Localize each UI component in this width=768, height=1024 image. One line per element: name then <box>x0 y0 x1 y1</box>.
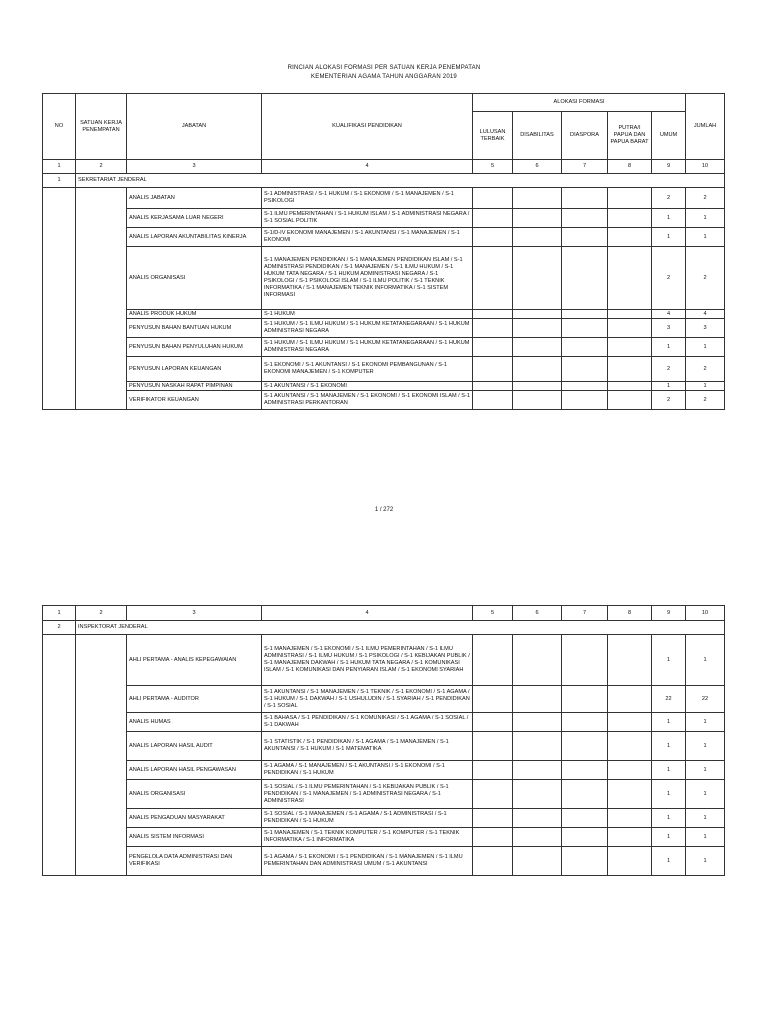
table-row <box>43 209 725 228</box>
cell-kualifikasi: S-1 AKUNTANSI / S-1 MANAJEMEN / S-1 EKONOMI / S-1 EKONOMI ISLAM / S-1 ADMINISTRASI PERKANTORAN <box>262 391 473 410</box>
cell-putra-papua <box>608 809 652 828</box>
cell-lulusan-terbaik <box>473 228 513 247</box>
cell-jumlah: 2 <box>686 391 725 410</box>
col-number: 1 <box>43 606 76 621</box>
cell-lulusan-terbaik <box>473 732 513 761</box>
cell-diaspora <box>562 732 608 761</box>
cell-umum: 1 <box>652 780 686 809</box>
cell-jumlah: 1 <box>686 228 725 247</box>
cell-kualifikasi: S-1 ILMU PEMERINTAHAN / S-1 HUKUM ISLAM / S-1 ADMINISTRASI NEGARA / S-1 SOSIAL POLITIK <box>262 209 473 228</box>
cell-jumlah: 1 <box>686 761 725 780</box>
table-row <box>43 247 725 310</box>
section-name: SEKRETARIAT JENDERAL <box>76 174 725 188</box>
cell-diaspora <box>562 247 608 310</box>
cell-kualifikasi: S-1 STATISTIK / S-1 PENDIDIKAN / S-1 AGAMA / S-1 MANAJEMEN / S-1 AKUNTANSI / S-1 HUKUM / S-1 MATEMATIKA <box>262 732 473 761</box>
cell-jabatan: ANALIS KERJASAMA LUAR NEGERI <box>127 209 262 228</box>
header-jabatan: JABATAN <box>127 94 262 160</box>
cell-disabilitas <box>513 828 562 847</box>
cell-disabilitas <box>513 391 562 410</box>
cell-disabilitas <box>513 209 562 228</box>
table-row <box>43 635 725 686</box>
table-row <box>43 338 725 357</box>
cell-lulusan-terbaik <box>473 247 513 310</box>
cell-kualifikasi: S-1 AGAMA / S-1 EKONOMI / S-1 PENDIDIKAN / S-1 MANAJEMEN / S-1 ILMU PEMERINTAHAN DAN ADMINISTRASI UMUM / S-1 AKUNTANSI <box>262 847 473 876</box>
cell-lulusan-terbaik <box>473 780 513 809</box>
header-disabilitas: DISABILITAS <box>513 112 562 160</box>
cell-jumlah: 1 <box>686 209 725 228</box>
cell-putra-papua <box>608 847 652 876</box>
cell-diaspora <box>562 310 608 319</box>
header-kualifikasi: KUALIFIKASI PENDIDIKAN <box>262 94 473 160</box>
cell-jumlah: 1 <box>686 780 725 809</box>
cell-putra-papua <box>608 761 652 780</box>
header-umum: UMUM <box>652 112 686 160</box>
cell-jumlah: 2 <box>686 188 725 209</box>
cell-umum: 4 <box>652 310 686 319</box>
cell-jumlah: 1 <box>686 713 725 732</box>
col-number: 5 <box>473 606 513 621</box>
cell-kualifikasi: S-1 SOSIAL / S-1 ILMU PEMERINTAHAN / S-1 KEBIJAKAN PUBLIK / S-1 PENDIDIKAN / S-1 MANAJEMEN / S-1 ADMINISTRASI NEGARA / S-1 ADMINISTRASI <box>262 780 473 809</box>
cell-diaspora <box>562 228 608 247</box>
cell-diaspora <box>562 780 608 809</box>
cell-disabilitas <box>513 780 562 809</box>
cell-umum: 1 <box>652 809 686 828</box>
cell-jumlah: 1 <box>686 338 725 357</box>
cell-diaspora <box>562 391 608 410</box>
cell-diaspora <box>562 382 608 391</box>
cell-lulusan-terbaik <box>473 382 513 391</box>
cell-kualifikasi: S-1 EKONOMI / S-1 AKUNTANSI / S-1 EKONOMI PEMBANGUNAN / S-1 EKONOMI MANAJEMEN / S-1 KOMPUTER <box>262 357 473 382</box>
cell-jabatan: PENYUSUN LAPORAN KEUANGAN <box>127 357 262 382</box>
table-row <box>43 732 725 761</box>
cell-jumlah: 1 <box>686 382 725 391</box>
table-row <box>43 391 725 410</box>
cell-umum: 1 <box>652 732 686 761</box>
cell-umum: 2 <box>652 391 686 410</box>
cell-diaspora <box>562 686 608 713</box>
table-row <box>43 780 725 809</box>
cell-lulusan-terbaik <box>473 357 513 382</box>
cell-putra-papua <box>608 310 652 319</box>
section-row <box>43 174 725 188</box>
title-line-2: KEMENTERIAN AGAMA TAHUN ANGGARAN 2019 <box>311 74 457 80</box>
cell-diaspora <box>562 847 608 876</box>
col-number: 9 <box>652 160 686 174</box>
cell-jabatan: ANALIS LAPORAN AKUNTABILITAS KINERJA <box>127 228 262 247</box>
cell-putra-papua <box>608 247 652 310</box>
cell-kualifikasi: S-1 AKUNTANSI / S-1 MANAJEMEN / S-1 TEKNIK / S-1 EKONOMI / S-1 AGAMA / S-1 HUKUM / S-1 DAKWAH / S-1 USHULUDIN / S-1 SYARIAH / S-1 PENDIDIKAN / S-1 SOSIAL <box>262 686 473 713</box>
cell-disabilitas <box>513 713 562 732</box>
cell-diaspora <box>562 635 608 686</box>
table-row <box>43 809 725 828</box>
table-row <box>43 188 725 209</box>
cell-kualifikasi: S-1 BAHASA / S-1 PENDIDIKAN / S-1 KOMUNIKASI / S-1 AGAMA / S-1 SOSIAL / S-1 DAKWAH <box>262 713 473 732</box>
cell-umum: 1 <box>652 847 686 876</box>
section-name: INSPEKTORAT JENDERAL <box>76 621 725 635</box>
cell-jumlah: 1 <box>686 635 725 686</box>
cell-jumlah: 4 <box>686 310 725 319</box>
cell-disabilitas <box>513 338 562 357</box>
formasi-table-2 <box>42 605 725 876</box>
cell-putra-papua <box>608 228 652 247</box>
cell-satuan-kerja <box>76 188 127 410</box>
table-row <box>43 310 725 319</box>
cell-jabatan: PENGELOLA DATA ADMINISTRASI DAN VERIFIKASI <box>127 847 262 876</box>
cell-putra-papua <box>608 338 652 357</box>
cell-lulusan-terbaik <box>473 338 513 357</box>
cell-jabatan: ANALIS PENGADUAN MASYARAKAT <box>127 809 262 828</box>
cell-disabilitas <box>513 247 562 310</box>
cell-jabatan: PENYUSUN BAHAN PENYULUHAN HUKUM <box>127 338 262 357</box>
col-number: 3 <box>127 606 262 621</box>
cell-putra-papua <box>608 732 652 761</box>
cell-umum: 1 <box>652 382 686 391</box>
cell-putra-papua <box>608 828 652 847</box>
section-1-rows <box>43 188 725 410</box>
cell-umum: 2 <box>652 247 686 310</box>
cell-putra-papua <box>608 635 652 686</box>
col-number: 7 <box>562 160 608 174</box>
cell-lulusan-terbaik <box>473 391 513 410</box>
cell-disabilitas <box>513 228 562 247</box>
col-number: 6 <box>513 160 562 174</box>
cell-kualifikasi: S-1 MANAJEMEN / S-1 EKONOMI / S-1 ILMU PEMERINTAHAN / S-1 ILMU ADMINISTRASI / S-1 ILMU HUKUM / S-1 PSIKOLOGI / S-1 KEBIJAKAN PUBLIK / S-1 MANAJEMEN DAKWAH / S-1 HUKUM TATA NEGARA / S-1 KOMUNIKASI ISLAM / S-1 KOMUNIKASI DAN PENYIARAN ISLAM / S-1 EKONOMI SYARIAH <box>262 635 473 686</box>
col-number: 3 <box>127 160 262 174</box>
formasi-table-1 <box>42 93 725 410</box>
title-line-1: RINCIAN ALOKASI FORMASI PER SATUAN KERJA PENEMPATAN <box>287 65 481 71</box>
cell-disabilitas <box>513 847 562 876</box>
cell-lulusan-terbaik <box>473 686 513 713</box>
cell-jabatan: AHLI PERTAMA - ANALIS KEPEGAWAIAN <box>127 635 262 686</box>
cell-disabilitas <box>513 809 562 828</box>
cell-jumlah: 1 <box>686 809 725 828</box>
col-number: 7 <box>562 606 608 621</box>
cell-jabatan: ANALIS ORGANISASI <box>127 247 262 310</box>
table-row <box>43 382 725 391</box>
header-no: NO <box>43 94 76 160</box>
cell-umum: 1 <box>652 209 686 228</box>
cell-kualifikasi: S-1 MANAJEMEN PENDIDIKAN / S-1 MANAJEMEN PENDIDIKAN ISLAM / S-1 ADMINISTRASI PENDIDIKAN / S-1 MANAJEMEN / S-1 ILMU HUKUM / S-1 HUKUM TATA NEGARA / S-1 HUKUM ADMINISTRASI NEGARA / S-1 PSIKOLOGI / S-1 PSIKOLOGI ISLAM / S-1 ILMU POLITIK / S-1 TEKNIK INFORMATIKA / S-1 MANAJEMEN TEKNIK INFORMATIKA / S-1 SISTEM INFORMASI <box>262 247 473 310</box>
cell-putra-papua <box>608 357 652 382</box>
cell-umum: 2 <box>652 357 686 382</box>
cell-disabilitas <box>513 310 562 319</box>
cell-kualifikasi: S-1 AGAMA / S-1 MANAJEMEN / S-1 AKUNTANSI / S-1 EKONOMI / S-1 PENDIDIKAN / S-1 HUKUM <box>262 761 473 780</box>
table-row <box>43 686 725 713</box>
cell-diaspora <box>562 338 608 357</box>
cell-diaspora <box>562 188 608 209</box>
col-number: 2 <box>76 160 127 174</box>
cell-kualifikasi: S-1 ADMINISTRASI / S-1 HUKUM / S-1 EKONOMI / S-1 MANAJEMEN / S-1 PSIKOLOGI <box>262 188 473 209</box>
cell-umum: 1 <box>652 228 686 247</box>
cell-lulusan-terbaik <box>473 828 513 847</box>
col-number: 1 <box>43 160 76 174</box>
cell-kualifikasi: S-1 AKUNTANSI / S-1 EKONOMI <box>262 382 473 391</box>
cell-putra-papua <box>608 713 652 732</box>
cell-lulusan-terbaik <box>473 809 513 828</box>
cell-no <box>43 188 76 410</box>
col-number: 8 <box>608 160 652 174</box>
cell-jabatan: AHLI PERTAMA - AUDITOR <box>127 686 262 713</box>
cell-jabatan: ANALIS JABATAN <box>127 188 262 209</box>
col-number: 2 <box>76 606 127 621</box>
cell-disabilitas <box>513 761 562 780</box>
cell-jumlah: 3 <box>686 319 725 338</box>
cell-diaspora <box>562 713 608 732</box>
table-row <box>43 847 725 876</box>
cell-lulusan-terbaik <box>473 761 513 780</box>
col-number: 9 <box>652 606 686 621</box>
cell-jabatan: VERIFIKATOR KEUANGAN <box>127 391 262 410</box>
cell-putra-papua <box>608 319 652 338</box>
cell-diaspora <box>562 319 608 338</box>
cell-diaspora <box>562 828 608 847</box>
col-number: 10 <box>686 160 725 174</box>
cell-disabilitas <box>513 357 562 382</box>
col-number: 5 <box>473 160 513 174</box>
col-number: 8 <box>608 606 652 621</box>
cell-umum: 1 <box>652 828 686 847</box>
col-number: 4 <box>262 606 473 621</box>
column-number-row <box>43 160 725 174</box>
column-number-row <box>43 606 725 621</box>
cell-kualifikasi: S-1 HUKUM / S-1 ILMU HUKUM / S-1 HUKUM KETATANEGARAAN / S-1 HUKUM ADMINISTRASI NEGARA <box>262 319 473 338</box>
cell-umum: 1 <box>652 635 686 686</box>
cell-disabilitas <box>513 188 562 209</box>
cell-lulusan-terbaik <box>473 713 513 732</box>
cell-disabilitas <box>513 382 562 391</box>
cell-diaspora <box>562 357 608 382</box>
cell-kualifikasi: S-1 SOSIAL / S-1 MANAJEMEN / S-1 AGAMA / S-1 ADMINISTRASI / S-1 PENDIDIKAN / S-1 HUKUM <box>262 809 473 828</box>
cell-umum: 22 <box>652 686 686 713</box>
table-row <box>43 828 725 847</box>
cell-disabilitas <box>513 319 562 338</box>
cell-jumlah: 22 <box>686 686 725 713</box>
cell-jabatan: ANALIS SISTEM INFORMASI <box>127 828 262 847</box>
table-row <box>43 357 725 382</box>
cell-diaspora <box>562 809 608 828</box>
section-row <box>43 621 725 635</box>
cell-jabatan: ANALIS LAPORAN HASIL AUDIT <box>127 732 262 761</box>
cell-lulusan-terbaik <box>473 319 513 338</box>
cell-no <box>43 635 76 876</box>
cell-diaspora <box>562 209 608 228</box>
header-alokasi-formasi: ALOKASI FORMASI <box>473 94 686 112</box>
cell-kualifikasi: S-1 MANAJEMEN / S-1 TEKNIK KOMPUTER / S-1 KOMPUTER / S-1 TEKNIK INFORMATIKA / S-1 INFORMATIKA <box>262 828 473 847</box>
cell-disabilitas <box>513 686 562 713</box>
table-row <box>43 713 725 732</box>
cell-diaspora <box>562 761 608 780</box>
header-satuan-kerja: SATUAN KERJA PENEMPATAN <box>76 94 127 160</box>
cell-lulusan-terbaik <box>473 310 513 319</box>
header-diaspora: DIASPORA <box>562 112 608 160</box>
cell-jumlah: 1 <box>686 828 725 847</box>
cell-kualifikasi: S-1 HUKUM / S-1 ILMU HUKUM / S-1 HUKUM KETATANEGARAAN / S-1 HUKUM ADMINISTRASI NEGARA <box>262 338 473 357</box>
cell-putra-papua <box>608 382 652 391</box>
cell-kualifikasi: S-1/D-IV EKONOMI MANAJEMEN / S-1 AKUNTANSI / S-1 MANAJEMEN / S-1 EKONOMI <box>262 228 473 247</box>
cell-umum: 1 <box>652 338 686 357</box>
page-number: 1 / 272 <box>374 507 394 513</box>
cell-lulusan-terbaik <box>473 635 513 686</box>
cell-jabatan: ANALIS PRODUK HUKUM <box>127 310 262 319</box>
cell-satuan-kerja <box>76 635 127 876</box>
cell-umum: 3 <box>652 319 686 338</box>
cell-jabatan: ANALIS LAPORAN HASIL PENGAWASAN <box>127 761 262 780</box>
table-row <box>43 319 725 338</box>
col-number: 6 <box>513 606 562 621</box>
cell-lulusan-terbaik <box>473 847 513 876</box>
cell-jabatan: ANALIS ORGANISASI <box>127 780 262 809</box>
cell-jabatan: PENYUSUN NASKAH RAPAT PIMPINAN <box>127 382 262 391</box>
cell-putra-papua <box>608 391 652 410</box>
cell-disabilitas <box>513 732 562 761</box>
cell-umum: 2 <box>652 188 686 209</box>
header-lulusan-terbaik: LULUSAN TERBAIK <box>473 112 513 160</box>
table-row <box>43 228 725 247</box>
cell-jumlah: 1 <box>686 732 725 761</box>
cell-disabilitas <box>513 635 562 686</box>
header-jumlah: JUMLAH <box>686 94 725 160</box>
cell-jabatan: PENYUSUN BAHAN BANTUAN HUKUM <box>127 319 262 338</box>
cell-putra-papua <box>608 188 652 209</box>
cell-lulusan-terbaik <box>473 188 513 209</box>
cell-umum: 1 <box>652 761 686 780</box>
col-number: 10 <box>686 606 725 621</box>
document-title <box>0 64 768 82</box>
cell-putra-papua <box>608 686 652 713</box>
cell-putra-papua <box>608 780 652 809</box>
header-putra-papua: PUTRA/I PAPUA DAN PAPUA BARAT <box>608 112 652 160</box>
cell-jumlah: 2 <box>686 357 725 382</box>
section-number: 2 <box>43 621 76 635</box>
cell-putra-papua <box>608 209 652 228</box>
section-number: 1 <box>43 174 76 188</box>
cell-jabatan: ANALIS HUMAS <box>127 713 262 732</box>
section-2-rows <box>43 635 725 876</box>
col-number: 4 <box>262 160 473 174</box>
cell-jumlah: 2 <box>686 247 725 310</box>
table-row <box>43 761 725 780</box>
cell-umum: 1 <box>652 713 686 732</box>
cell-jumlah: 1 <box>686 847 725 876</box>
cell-lulusan-terbaik <box>473 209 513 228</box>
cell-kualifikasi: S-1 HUKUM <box>262 310 473 319</box>
